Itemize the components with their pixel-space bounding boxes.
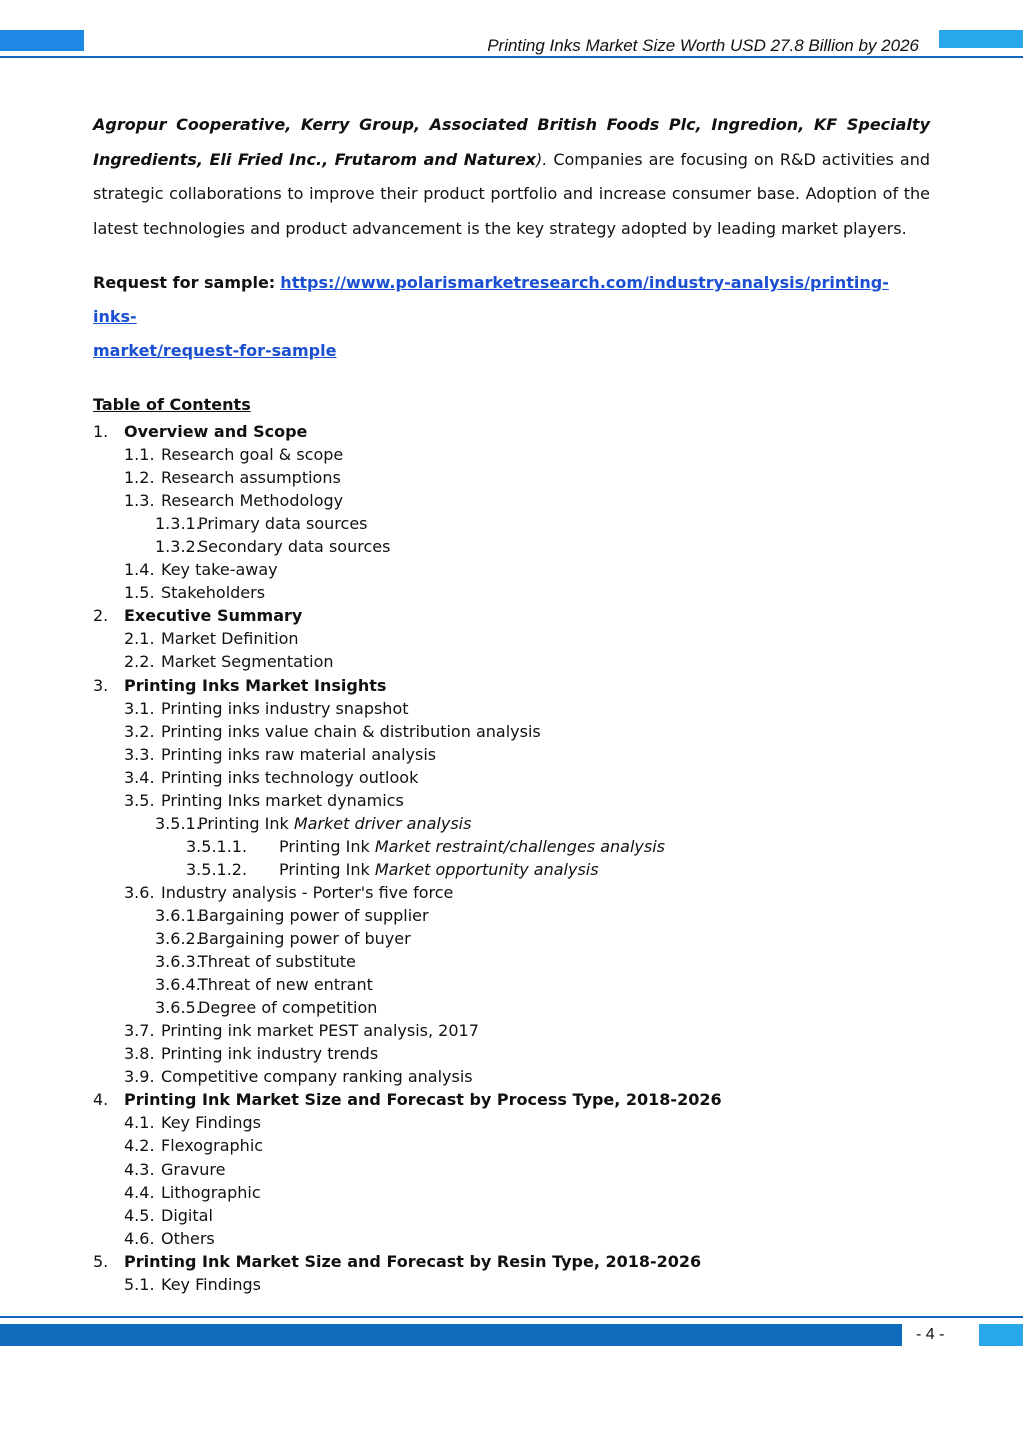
toc-item [93,1065,893,1088]
toc-item-text: Printing ink market PEST analysis, 2017 [161,1021,479,1041]
toc-item [93,443,893,466]
toc-item-title [198,996,377,1019]
toc-item [93,535,893,558]
toc-item-text: Industry analysis - Porter's five force [161,882,454,902]
toc-item-text: Competitive company ranking analysis [161,1067,473,1087]
toc-item-number: 2.1. [124,629,155,649]
toc-item [93,581,893,604]
toc-item-number: 3.5.1.1. [186,836,248,856]
toc-item-text: Key Findings [161,1274,261,1294]
toc-item [93,789,893,812]
toc-item-number: 3.6.5. [155,998,201,1018]
toc-item-title [161,650,334,673]
toc-item [93,466,893,489]
toc-item-text: Research assumptions [161,468,341,488]
toc-item-title [161,743,436,766]
toc-item-title [161,1158,225,1181]
toc-item-number: 1.3.1. [155,514,201,534]
toc-item [93,881,893,904]
toc-item-number: 3.1. [124,698,155,718]
toc-item-text: Printing inks technology outlook [161,767,419,787]
toc-item-title [161,489,343,512]
toc-item-text: Bargaining power of buyer [198,929,411,949]
intro-text: Companies are focusing on R&D activities and strategic collaborations to improve their product portfolio and increase consumer base. Adoption of the latest technologies and product advancement is the key strategy adopted by leading market players. [93,149,930,238]
toc-item-title [161,558,278,581]
toc-item-number: 1. [93,422,109,441]
toc-item-text: Printing ink industry trends [161,1044,379,1064]
toc-item-text: Printing Ink [279,859,375,879]
toc-item-italic-text: Market restraint/challenges analysis [374,836,665,856]
toc-item-text: Printing Inks Market Insights [124,675,387,695]
request-sample [93,266,930,368]
toc-item [93,858,893,881]
header-accent-block-left [0,30,84,51]
toc-item-number: 3.6.2. [155,929,201,949]
toc-item-number: 1.3.2. [155,537,201,557]
toc-item-number: 3.6.3. [155,952,201,972]
footer-accent-block [979,1324,1023,1346]
toc-item-text: Research goal & scope [161,445,344,465]
footer-bar [0,1324,902,1346]
toc-item-text: Printing Ink [279,836,375,856]
toc-item [93,558,893,581]
toc-item-text: Printing inks industry snapshot [161,698,409,718]
toc-item-number: 4.6. [124,1228,155,1248]
request-sample-link-line2: market/request-for-sample [93,341,337,360]
toc-item [93,1111,893,1134]
toc-item-text: Research Methodology [161,491,344,511]
toc-item-title [161,1227,215,1250]
toc-item-text: Others [161,1228,215,1248]
toc-item-title [124,674,386,697]
request-sample-link-line1: https://www.polarismarketresearch.com/industry-analysis/printing-inks- [93,273,889,326]
toc-item-text: Bargaining power of supplier [198,905,429,925]
toc-item-number: 3.5.1. [155,813,201,833]
toc-item-title [198,950,356,973]
toc-item [93,627,893,650]
table-of-contents [93,420,893,1296]
toc-item [93,1181,893,1204]
toc-item-number: 3.4. [124,767,155,787]
toc-item [93,766,893,789]
toc-item [93,812,893,835]
toc-item-title [161,466,341,489]
toc-item-title [161,1042,378,1065]
toc-item-text: Key Findings [161,1113,261,1133]
toc-item-text: Key take-away [161,560,278,580]
toc-item-text: Stakeholders [161,583,266,603]
footer-rule [0,1316,1023,1318]
toc-item-title [124,1088,722,1111]
toc-item [93,1158,893,1181]
toc-item-text: Printing Ink [198,813,294,833]
toc-item-italic-text: Market opportunity analysis [374,859,599,879]
toc-item [93,1250,893,1273]
toc-item-text: Gravure [161,1159,226,1179]
toc-item [93,927,893,950]
toc-item-title [161,720,541,743]
toc-item-title [198,535,390,558]
toc-item-text: Overview and Scope [124,422,308,441]
intro-paragraph [93,108,930,246]
toc-item-number: 3.7. [124,1021,155,1041]
toc-item-number: 3.8. [124,1044,155,1064]
toc-item-title [124,604,302,627]
toc-item-number: 4.2. [124,1136,155,1156]
toc-item [93,1134,893,1157]
toc-item-title [161,1181,261,1204]
toc-item [93,996,893,1019]
toc-item-title [198,812,471,835]
toc-item [93,950,893,973]
toc-item-title [161,1019,479,1042]
toc-item [93,1019,893,1042]
toc-item-number: 1.5. [124,583,155,603]
toc-item-title [124,1250,701,1273]
toc-item-title [279,858,599,881]
toc-item-title [161,1273,261,1296]
toc-item-text: Printing inks value chain & distribution analysis [161,721,541,741]
toc-item-number: 3.5. [124,790,155,810]
toc-item-number: 4.5. [124,1205,155,1225]
toc-item [93,1204,893,1227]
toc-item-number: 3.9. [124,1067,155,1087]
toc-item-title [161,789,404,812]
company-list-close: ). [536,149,548,169]
toc-item-title [161,1111,261,1134]
toc-item [93,1273,893,1296]
toc-item-number: 4.1. [124,1113,155,1133]
toc-item-text: Lithographic [161,1182,261,1202]
toc-item-text: Flexographic [161,1136,264,1156]
toc-item-text: Printing Inks market dynamics [161,790,404,810]
request-sample-label: Request for sample: [93,273,276,292]
toc-item-title [161,1134,263,1157]
header-rule [0,56,1023,58]
toc-item-number: 4.4. [124,1182,155,1202]
toc-item-number: 1.2. [124,468,155,488]
toc-item-text: Executive Summary [124,606,303,626]
toc-item [93,489,893,512]
toc-item-title [198,927,411,950]
toc-item-text: Printing Ink Market Size and Forecast by Resin Type, 2018-2026 [124,1251,702,1271]
toc-item [93,1227,893,1250]
toc-item-number: 3.3. [124,744,155,764]
toc-item-text: Printing Ink Market Size and Forecast by Process Type, 2018-2026 [124,1090,722,1110]
toc-item-text: Printing inks raw material analysis [161,744,437,764]
toc-item [93,1088,893,1111]
toc-item-text: Threat of substitute [198,952,356,972]
toc-item [93,1042,893,1065]
toc-item-number: 3.2. [124,721,155,741]
toc-item [93,697,893,720]
toc-heading: Table of Contents [93,395,251,414]
running-header-title: Printing Inks Market Size Worth USD 27.8 Billion by 2026 [487,36,919,55]
toc-item-number: 3.6.1. [155,905,201,925]
toc-item-text: Threat of new entrant [198,975,373,995]
toc-item-text: Secondary data sources [198,537,391,557]
toc-item [93,604,893,627]
toc-item-text: Digital [161,1205,213,1225]
toc-item-title [161,581,265,604]
toc-item-number: 3. [93,675,109,695]
toc-item-text: Degree of competition [198,998,378,1018]
toc-item-number: 1.3. [124,491,155,511]
toc-item [93,420,893,443]
toc-item-number: 4.3. [124,1159,155,1179]
toc-item-title [161,766,418,789]
toc-item-number: 4. [93,1090,109,1110]
toc-item-number: 1.1. [124,445,155,465]
toc-item-title [198,904,429,927]
toc-item-title [161,881,453,904]
toc-item-number: 3.6. [124,882,155,902]
toc-item-title [198,512,368,535]
toc-item [93,720,893,743]
toc-item-number: 2. [93,606,109,626]
toc-item-number: 5.1. [124,1274,155,1294]
toc-item [93,674,893,697]
toc-item [93,904,893,927]
toc-item-title [161,697,409,720]
toc-item-title [161,1204,213,1227]
toc-item [93,650,893,673]
toc-item-number: 5. [93,1251,109,1271]
toc-item-number: 3.6.4. [155,975,201,995]
page-content [93,108,930,422]
toc-item-title [279,835,665,858]
toc-item-text: Market Segmentation [161,652,334,672]
toc-item-number: 2.2. [124,652,155,672]
toc-item [93,512,893,535]
toc-item-number: 1.4. [124,560,155,580]
toc-item-number: 3.5.1.2. [186,859,248,879]
toc-item [93,835,893,858]
toc-item [93,743,893,766]
company-list: Agropur Cooperative, Kerry Group, Associated British Foods Plc, Ingredion, KF Specialty Ingredients, Eli Fried Inc., Frutarom and Naturex [93,115,930,169]
toc-item-title [198,973,373,996]
toc-item-text: Market Definition [161,629,299,649]
toc-item-title [161,627,299,650]
toc-item-title [124,420,307,443]
toc-item-title [161,443,343,466]
page-number: - 4 - [916,1326,945,1343]
header-accent-block-right [939,30,1023,48]
toc-item [93,973,893,996]
toc-item-text: Primary data sources [198,514,368,534]
toc-item-italic-text: Market driver analysis [293,813,472,833]
toc-item-title [161,1065,473,1088]
